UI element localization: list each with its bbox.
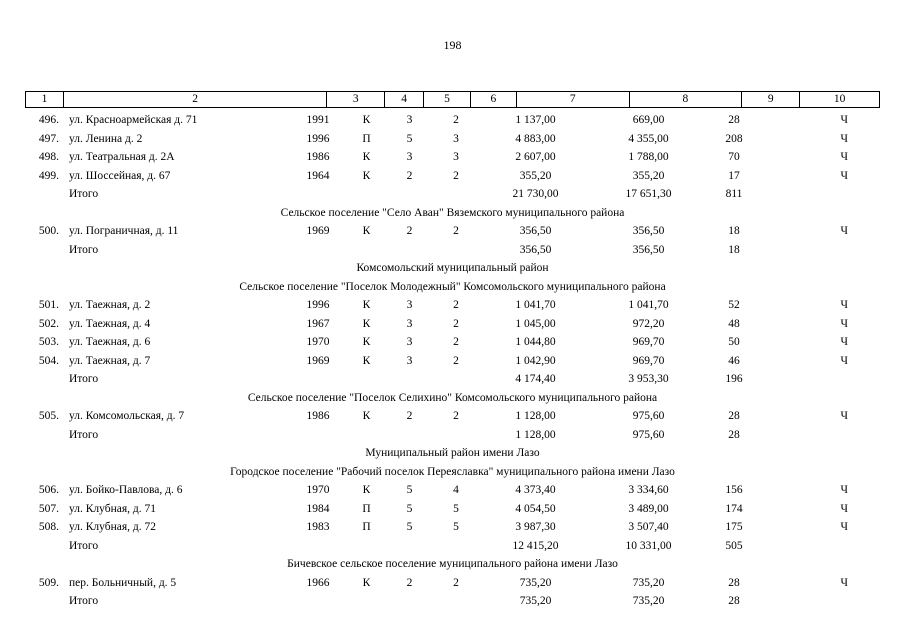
table-cell: 10 331,00 (625, 539, 672, 552)
table-cell: 969,70 (632, 336, 665, 348)
section-heading-text: Бичевское сельское поселение муниципального района имени Лазо (287, 558, 618, 570)
table-cell: 498. (38, 151, 59, 163)
table-cell (289, 426, 347, 445)
table-row (25, 111, 880, 130)
section-heading (25, 204, 880, 223)
table-cell: Ч (840, 484, 848, 496)
table-cell (433, 537, 479, 556)
table-cell: 507. (38, 502, 59, 515)
table-cell: Ч (840, 521, 848, 533)
table-cell: 4 (453, 484, 459, 496)
table-cell: 2 (453, 576, 459, 589)
section-heading (25, 463, 880, 482)
table-row (25, 148, 880, 167)
section-heading (25, 444, 880, 463)
table-cell (763, 370, 880, 389)
table-row (25, 130, 880, 149)
table-cell: 28 (728, 595, 740, 607)
table-cell: 3 (453, 151, 459, 163)
table-cell (25, 592, 63, 611)
table-cell: ул. Шоссейная, д. 67 (69, 169, 171, 182)
table-cell: 501. (38, 299, 59, 311)
table-cell (25, 370, 63, 389)
table-cell: 1986 (306, 151, 330, 163)
table-cell: 356,50 (519, 225, 552, 237)
table-cell: 3 507,40 (628, 521, 669, 533)
table-cell: 5 (406, 502, 413, 515)
table-row (25, 333, 880, 352)
table-cell: 2 (453, 225, 459, 237)
table-cell: Ч (840, 114, 848, 126)
table-row (25, 315, 880, 334)
section-heading (25, 555, 880, 574)
table-cell: К (362, 576, 371, 589)
table-cell: 196 (725, 373, 743, 385)
table-cell: 2 (453, 299, 459, 311)
page-number: 198 (443, 38, 462, 52)
table-cell: 174 (725, 502, 743, 515)
table-cell (386, 592, 433, 611)
header-cell: 3 (327, 92, 385, 107)
table-cell: К (362, 317, 371, 330)
table-cell: 3 (406, 114, 413, 126)
table-row (25, 500, 880, 519)
table-cell: 2 (406, 410, 413, 422)
table-cell: ул. Пограничная, д. 11 (69, 225, 179, 237)
table-cell: Ч (840, 225, 848, 237)
table-cell: ул. Театральная д. 2А (69, 151, 175, 163)
table-cell: Итого (69, 595, 99, 607)
table-cell: 46 (728, 354, 740, 367)
table-cell: 2 (453, 169, 459, 182)
header-cell: 4 (385, 92, 424, 107)
table-cell: Итого (69, 373, 99, 385)
table-cell: 3 334,60 (628, 484, 669, 496)
table-cell: ул. Таежная, д. 2 (69, 299, 151, 311)
table-cell: 669,00 (632, 114, 665, 126)
table-cell: ул. Клубная, д. 72 (69, 521, 156, 533)
table-cell: 969,70 (632, 354, 665, 367)
table-cell: 1996 (306, 299, 330, 311)
table-cell: 28 (728, 428, 740, 441)
table-cell (386, 185, 433, 204)
header-cell: 6 (471, 92, 517, 107)
section-heading-text: Сельское поселение "Поселок Селихино" Комсомольского муниципального района (247, 391, 658, 404)
table-cell: 17 (728, 169, 740, 182)
table-cell: 1970 (306, 336, 330, 348)
table-cell (289, 370, 347, 389)
table-cell: 735,20 (632, 576, 665, 589)
table-cell: 2 (453, 317, 459, 330)
table-cell (289, 185, 347, 204)
table-cell: 4 355,00 (628, 132, 669, 145)
table-cell (386, 426, 433, 445)
table-body (25, 111, 880, 611)
section-heading-text: Сельское поселение "Поселок Молодежный" Комсомольского муниципального района (239, 280, 666, 293)
table-cell (289, 592, 347, 611)
table-cell: 1964 (306, 169, 330, 182)
table-cell: 12 415,20 (512, 539, 559, 552)
table-cell: П (362, 132, 371, 145)
table-cell: 735,20 (632, 595, 665, 607)
table-cell: Итого (69, 539, 99, 552)
table-cell: 975,60 (632, 428, 665, 441)
table-cell: ул. Клубная, д. 71 (69, 502, 156, 515)
table-cell: К (362, 299, 371, 311)
table-cell (386, 241, 433, 260)
header-cell: 5 (424, 92, 471, 107)
header-cell: 8 (630, 92, 743, 107)
table-cell: 496. (38, 114, 59, 126)
table-cell: 208 (725, 132, 743, 145)
table-cell: 5 (453, 502, 459, 515)
table-cell: 509. (38, 576, 59, 589)
header-cell: 7 (517, 92, 630, 107)
section-heading-text: Муниципальный район имени Лазо (365, 447, 540, 459)
table-cell: 972,20 (632, 317, 665, 330)
table-cell: 1 128,00 (515, 410, 556, 422)
table-cell (386, 537, 433, 556)
section-heading (25, 278, 880, 297)
table-cell: 17 651,30 (625, 188, 672, 200)
table-cell: 4 054,50 (515, 502, 556, 515)
table-cell: 5 (406, 521, 413, 533)
table-cell: 28 (728, 410, 740, 422)
table-cell: ул. Таежная, д. 4 (69, 317, 151, 330)
table-cell: 502. (38, 317, 59, 330)
table-cell: 2 (453, 354, 459, 367)
table-cell: 48 (728, 317, 740, 330)
table-header (25, 91, 880, 108)
table-cell (289, 241, 347, 260)
table-cell (347, 592, 386, 611)
table-cell: 21 730,00 (512, 188, 559, 200)
table-cell (763, 185, 880, 204)
table-cell: 505 (725, 539, 743, 552)
table-cell: 3 (406, 354, 413, 367)
table-cell: Ч (840, 169, 848, 182)
table-cell: 156 (725, 484, 743, 496)
table-cell (763, 241, 880, 260)
table-cell: Ч (840, 502, 848, 515)
section-heading (25, 259, 880, 278)
table-cell: Ч (840, 410, 848, 422)
table-cell (347, 426, 386, 445)
total-row (25, 426, 880, 445)
table-cell: ул. Красноармейская д. 71 (69, 114, 198, 126)
table-cell: 506. (38, 484, 59, 496)
table-cell: ул. Ленина д. 2 (69, 132, 143, 145)
total-row (25, 185, 880, 204)
table-cell: К (362, 484, 371, 496)
table-cell: 356,50 (632, 243, 665, 256)
table-cell: 1 137,00 (515, 114, 556, 126)
table-cell: 975,60 (632, 410, 665, 422)
table-cell (763, 426, 880, 445)
table-cell: 52 (728, 299, 740, 311)
table-cell: 2 (406, 169, 413, 182)
table-cell: 500. (38, 225, 59, 237)
table-cell: К (362, 410, 371, 422)
table-cell: 2 (453, 336, 459, 348)
table-cell: 2 607,00 (515, 151, 556, 163)
table-cell: Итого (69, 243, 99, 256)
table-cell: 1991 (306, 114, 330, 126)
table-cell: К (362, 225, 371, 237)
table-cell (25, 426, 63, 445)
table-cell: 5 (406, 484, 413, 496)
table-cell: 1 042,90 (515, 354, 556, 367)
table-cell: П (362, 502, 371, 515)
table-cell: 3 987,30 (515, 521, 556, 533)
header-cell: 2 (64, 92, 327, 107)
table-cell: 5 (406, 132, 413, 145)
table-cell: 3 (406, 299, 413, 311)
table-cell: 5 (453, 521, 459, 533)
header-cell: 1 (26, 92, 64, 107)
table-cell: Итого (69, 428, 99, 441)
table-row (25, 296, 880, 315)
table-cell: Ч (840, 336, 848, 348)
table-cell: 3 (406, 317, 413, 330)
table-cell (433, 370, 479, 389)
table-cell: 1996 (306, 132, 330, 145)
table-cell: 355,20 (632, 169, 665, 182)
table-cell: 4 883,00 (515, 132, 556, 145)
table-cell: ул. Таежная, д. 7 (69, 354, 151, 367)
table-cell: 1 128,00 (515, 428, 556, 441)
table-row (25, 574, 880, 593)
table-row (25, 352, 880, 371)
table-cell: 2 (406, 576, 413, 589)
table-cell: 1969 (306, 354, 330, 367)
section-heading-text: Сельское поселение "Село Аван" Вяземского муниципального района (280, 206, 625, 219)
table-cell: 735,20 (519, 576, 552, 589)
table-cell: 28 (728, 576, 740, 589)
table-cell: 1969 (306, 225, 330, 237)
table-cell: 2 (453, 410, 459, 422)
table-cell: 3 953,30 (628, 373, 669, 385)
table-cell (289, 537, 347, 556)
table-cell (386, 370, 433, 389)
table-cell: 50 (728, 336, 740, 348)
table-cell: 3 (453, 132, 459, 145)
table-cell: П (362, 521, 371, 533)
table-cell: 508. (38, 521, 59, 533)
table-cell: Ч (840, 576, 848, 589)
table-cell: 1970 (306, 484, 330, 496)
table-cell: 18 (728, 225, 740, 237)
section-heading (25, 389, 880, 408)
table-row (25, 518, 880, 537)
table-cell: Итого (69, 188, 99, 200)
section-heading-text: Комсомольский муниципальный район (356, 262, 549, 274)
total-row (25, 241, 880, 260)
table-cell (347, 537, 386, 556)
table-cell: 18 (728, 243, 740, 256)
table-cell: 2 (406, 225, 413, 237)
table-cell: ул. Таежная, д. 6 (69, 336, 151, 348)
total-row (25, 592, 880, 611)
table-cell (347, 241, 386, 260)
table-cell: 1 788,00 (628, 151, 669, 163)
table-cell: 4 373,40 (515, 484, 556, 496)
table-cell: 1984 (306, 502, 330, 515)
table-cell: 2 (453, 114, 459, 126)
table-cell: 497. (38, 132, 59, 145)
total-row (25, 537, 880, 556)
table-cell: 1 041,70 (628, 299, 669, 311)
table-cell: Ч (840, 299, 848, 311)
table-cell (433, 426, 479, 445)
table-cell: 1 041,70 (515, 299, 556, 311)
table-cell: 505. (38, 410, 59, 422)
table-cell (763, 592, 880, 611)
table-row (25, 222, 880, 241)
header-cell: 9 (742, 92, 800, 107)
section-heading-text: Городское поселение "Рабочий поселок Переяславка" муниципального района имени Лазо (230, 465, 675, 478)
table-row (25, 407, 880, 426)
table-cell: К (362, 169, 371, 182)
table-cell: 735,20 (519, 595, 552, 607)
table-cell: 1967 (306, 317, 330, 330)
table-row (25, 167, 880, 186)
table-cell: Ч (840, 132, 848, 145)
table-cell: 356,50 (519, 243, 552, 256)
table-cell (347, 370, 386, 389)
table-cell: 1 044,80 (515, 336, 556, 348)
table-cell: К (362, 151, 371, 163)
table-cell (433, 592, 479, 611)
table-cell: 4 174,40 (515, 373, 556, 385)
table-cell: 499. (38, 169, 59, 182)
table-cell: К (362, 114, 371, 126)
table-cell: 70 (728, 151, 740, 163)
table-cell: 811 (725, 188, 743, 200)
table-cell (25, 241, 63, 260)
table-cell: 3 (406, 151, 413, 163)
table-cell (433, 241, 479, 260)
table-cell: 28 (728, 114, 740, 126)
table-cell: 1986 (306, 410, 330, 422)
table-cell: 1966 (306, 576, 330, 589)
table-cell: 1983 (306, 521, 330, 533)
table-cell: 356,50 (632, 225, 665, 237)
table-cell: Ч (840, 317, 848, 330)
table-cell (25, 537, 63, 556)
table-cell: Ч (840, 151, 848, 163)
table-row (25, 481, 880, 500)
table-cell (433, 185, 479, 204)
table-cell: ул. Бойко-Павлова, д. 6 (69, 484, 183, 496)
table-cell: К (362, 354, 371, 367)
table-cell: ул. Комсомольская, д. 7 (69, 410, 185, 422)
table-cell: 3 (406, 336, 413, 348)
table-cell: 175 (725, 521, 743, 533)
table-cell: 504. (38, 354, 59, 367)
table-cell (763, 537, 880, 556)
header-cell: 10 (833, 93, 846, 105)
table-cell: пер. Больничный, д. 5 (69, 576, 177, 589)
table-cell: К (362, 336, 371, 348)
table-cell: 355,20 (519, 169, 552, 182)
table-cell (25, 185, 63, 204)
table-cell: Ч (840, 354, 848, 367)
table-cell (347, 185, 386, 204)
total-row (25, 370, 880, 389)
table-cell: 503. (38, 336, 59, 348)
table-cell: 1 045,00 (515, 317, 556, 330)
table-cell: 3 489,00 (628, 502, 669, 515)
